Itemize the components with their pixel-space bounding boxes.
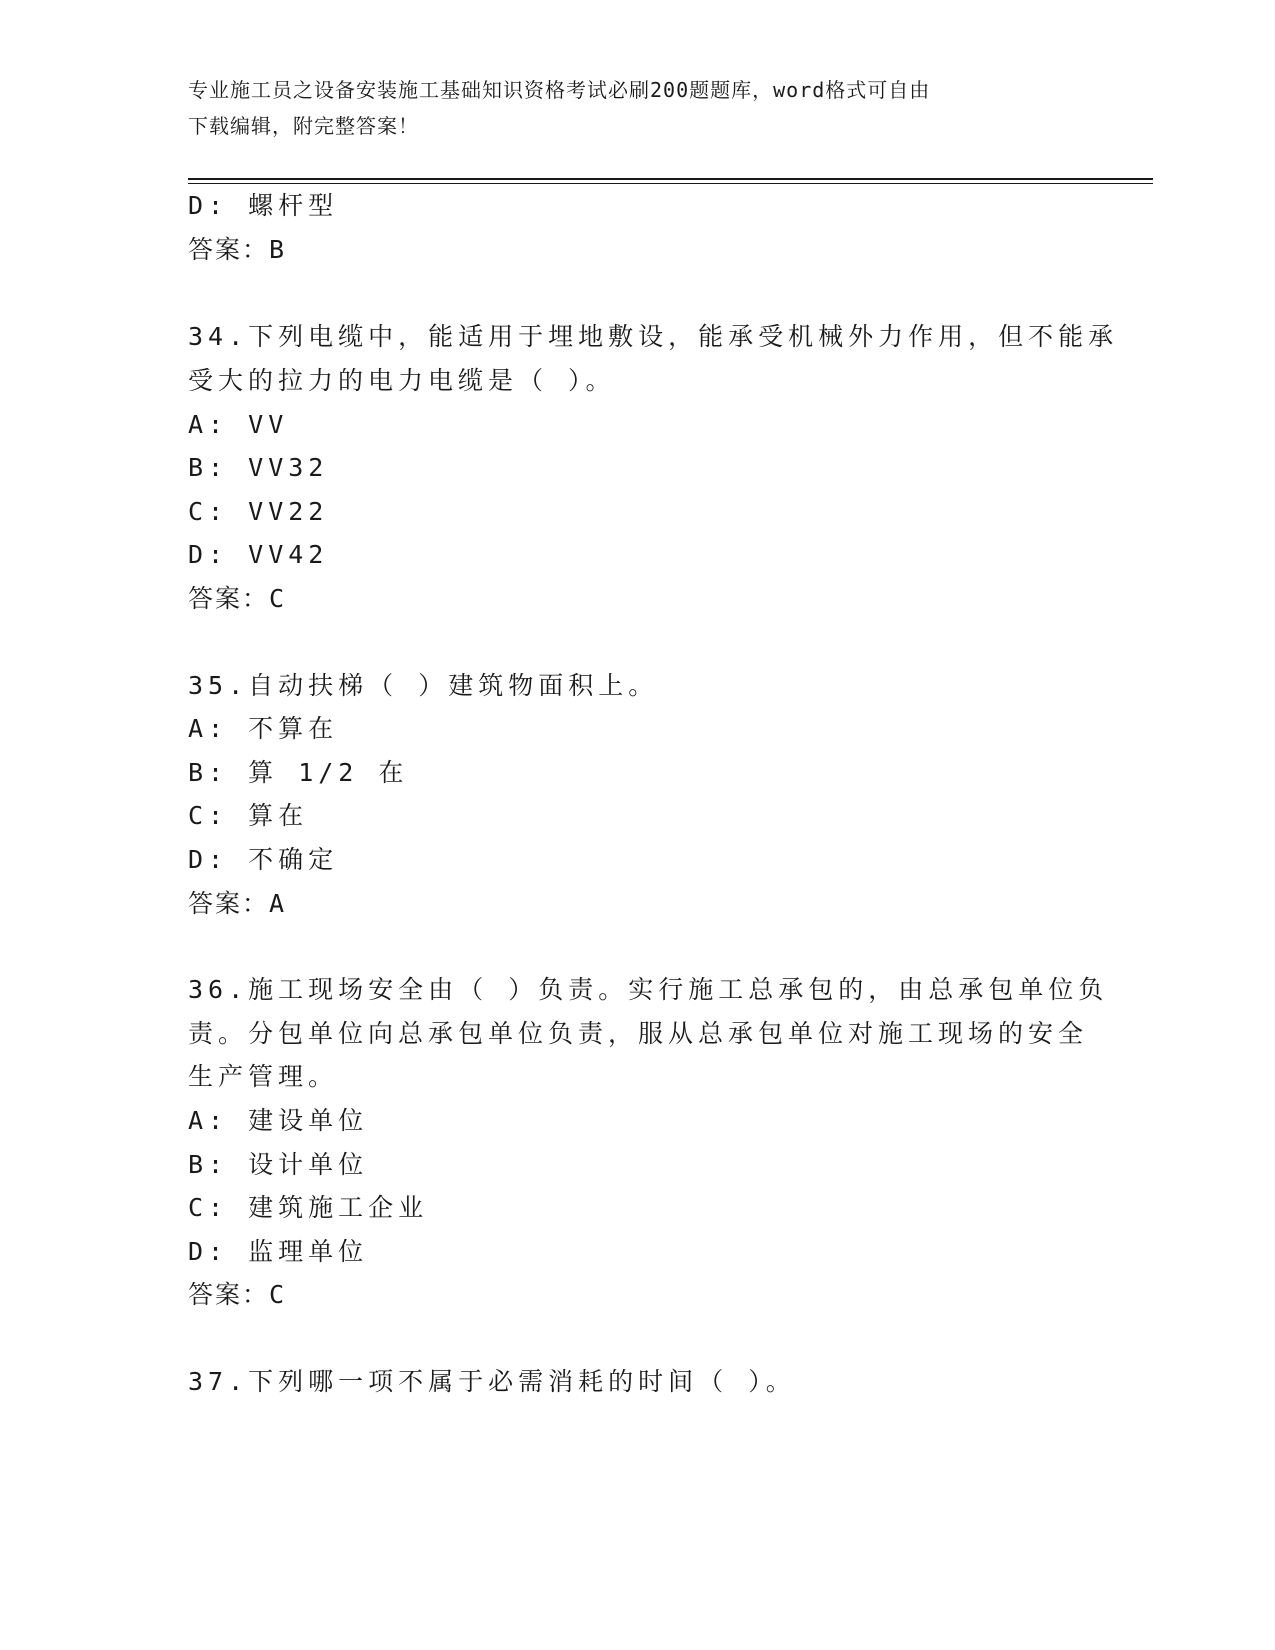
header-title-line2: 下载编辑，附完整答案！ xyxy=(188,114,419,138)
q35-option-b: B: 算 1/2 在 xyxy=(188,758,409,787)
q36-option-a: A: 建设单位 xyxy=(188,1106,369,1135)
q34-stem-line1: 34.下列电缆中，能适用于埋地敷设，能承受机械外力作用，但不能承 xyxy=(188,322,1119,351)
q34-option-b: B: VV32 xyxy=(188,453,329,482)
q36-answer: 答案：C xyxy=(188,1280,287,1309)
q36-stem-line2: 责。分包单位向总承包单位负责，服从总承包单位对施工现场的安全 xyxy=(188,1019,1089,1048)
q34-option-c: C: VV22 xyxy=(188,497,329,526)
q34-option-d: D: VV42 xyxy=(188,540,329,569)
header-rule-thick xyxy=(188,178,1153,180)
q34-option-a: A: VV xyxy=(188,410,289,439)
document-header xyxy=(188,72,1088,144)
q33-answer: 答案：B xyxy=(188,235,287,264)
q34-answer: 答案：C xyxy=(188,584,287,613)
q35-option-a: A: 不算在 xyxy=(188,714,339,743)
q33-option-d: D: 螺杆型 xyxy=(188,191,339,220)
q34-stem-line2: 受大的拉力的电力电缆是（ ）。 xyxy=(188,366,616,395)
q36-stem-line1: 36.施工现场安全由（ ）负责。实行施工总承包的，由总承包单位负 xyxy=(188,975,1109,1004)
header-rule-thin xyxy=(188,183,1153,184)
q36-option-b: B: 设计单位 xyxy=(188,1150,369,1179)
header-title-line1: 专业施工员之设备安装施工基础知识资格考试必刷200题题库，word格式可自由 xyxy=(188,78,931,102)
q35-stem-line1: 35.自动扶梯（ ）建筑物面积上。 xyxy=(188,671,659,700)
q37-stem-line1: 37.下列哪一项不属于必需消耗的时间（ ）。 xyxy=(188,1367,796,1396)
q35-answer: 答案：A xyxy=(188,889,287,918)
q36-option-c: C: 建筑施工企业 xyxy=(188,1193,429,1222)
q36-stem-line3: 生产管理。 xyxy=(188,1062,339,1091)
q35-option-c: C: 算在 xyxy=(188,801,309,830)
q36-option-d: D: 监理单位 xyxy=(188,1237,369,1266)
q35-option-d: D: 不确定 xyxy=(188,845,339,874)
